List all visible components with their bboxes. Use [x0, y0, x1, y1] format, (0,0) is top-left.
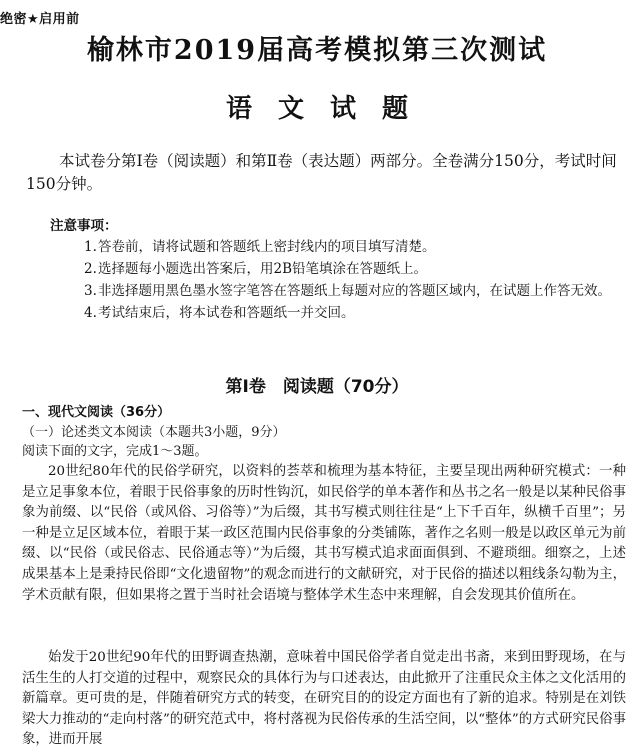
- note-item: [84, 280, 620, 302]
- note-text: 选择题每小题选出答案后，用2B铅笔填涂在答题纸上。: [98, 261, 428, 277]
- part1-heading: 第Ⅰ卷 阅读题（70分）: [225, 377, 409, 397]
- note-text: 非选择题用黑色墨水签字笔答在答题纸上每题对应的答题区域内，在试题上作答无效。: [98, 283, 611, 299]
- note-number: 4.: [84, 305, 97, 321]
- notes-title: 注意事项：: [50, 218, 118, 234]
- passage-paragraph: 20世纪80年代的民俗学研究，以资料的荟萃和梳理为基本特征，主要呈现出两种研究模式：一种是立足事象本位，着眼于民俗事象的历时性钩沉，如民俗学的单本著作和丛书之名一般是以某种民俗事象为前缀、以“民俗（或风俗、习俗等）”为后缀，其书写模式则往往是“上下千百年，纵横千百里”；另一种是立足区域本位，着眼于某一政区范围内民俗事象的分类铺陈，著作之名则一般是以政区单元为前缀、以“民俗（或民俗志、民俗通志等）”为后缀，其书写模式追求面面俱到、不避琐细。细察之，上述成果基本上是秉持民俗即“文化遗留物”的观念而进行的文献研究，对于民俗的描述以粗线条勾勒为主，学术贡献有限，但如果将之置于当时社会语境与整体学术生态中来理解，自会发现其价值所在。: [22, 464, 626, 603]
- note-item: [84, 302, 620, 324]
- notes-list: [84, 236, 620, 324]
- passage-paragraph: 始发于20世纪90年代的田野调查热潮，意味着中国民俗学者自觉走出书斋，来到田野现场，在与活生生的人打交道的过程中，观察民众的具体行为与口述表达，由此掀开了注重民众主体之文化活用的新篇章。更可贵的是，伴随着研究方式的转变，在研究目的的设定方面也有了新的追求。特别是在刘铁梁大力推动的“走向村落”的研究范式中，将村落视为民俗传承的生活空间，以“整体”的方式研究民俗事象，进而开展: [22, 650, 626, 748]
- intro-paragraph: 本试卷分第Ⅰ卷（阅读题）和第Ⅱ卷（表达题）两部分。全卷满分150分，考试时间150分钟。: [26, 152, 617, 193]
- note-item: [84, 236, 620, 258]
- note-text: 考试结束后，将本试卷和答题纸一并交回。: [98, 305, 355, 321]
- note-item: [84, 258, 620, 280]
- subsection-heading: （一）论述类文本阅读（本题共3小题，9分）: [22, 425, 286, 440]
- exam-title: 榆林市2019届高考模拟第三次测试: [86, 35, 548, 66]
- note-number: 1.: [84, 239, 97, 255]
- note-number: 3.: [84, 283, 97, 299]
- section-heading: 一、现代文阅读（36分）: [22, 405, 171, 420]
- note-text: 答卷前，请将试题和答题纸上密封线内的项目填写清楚。: [98, 239, 436, 255]
- secrecy-label: 绝密★启用前: [0, 12, 80, 27]
- reading-instruction: 阅读下面的文字，完成1～3题。: [22, 444, 208, 459]
- note-number: 2.: [84, 261, 97, 277]
- subject-title: 语文试题: [225, 94, 434, 124]
